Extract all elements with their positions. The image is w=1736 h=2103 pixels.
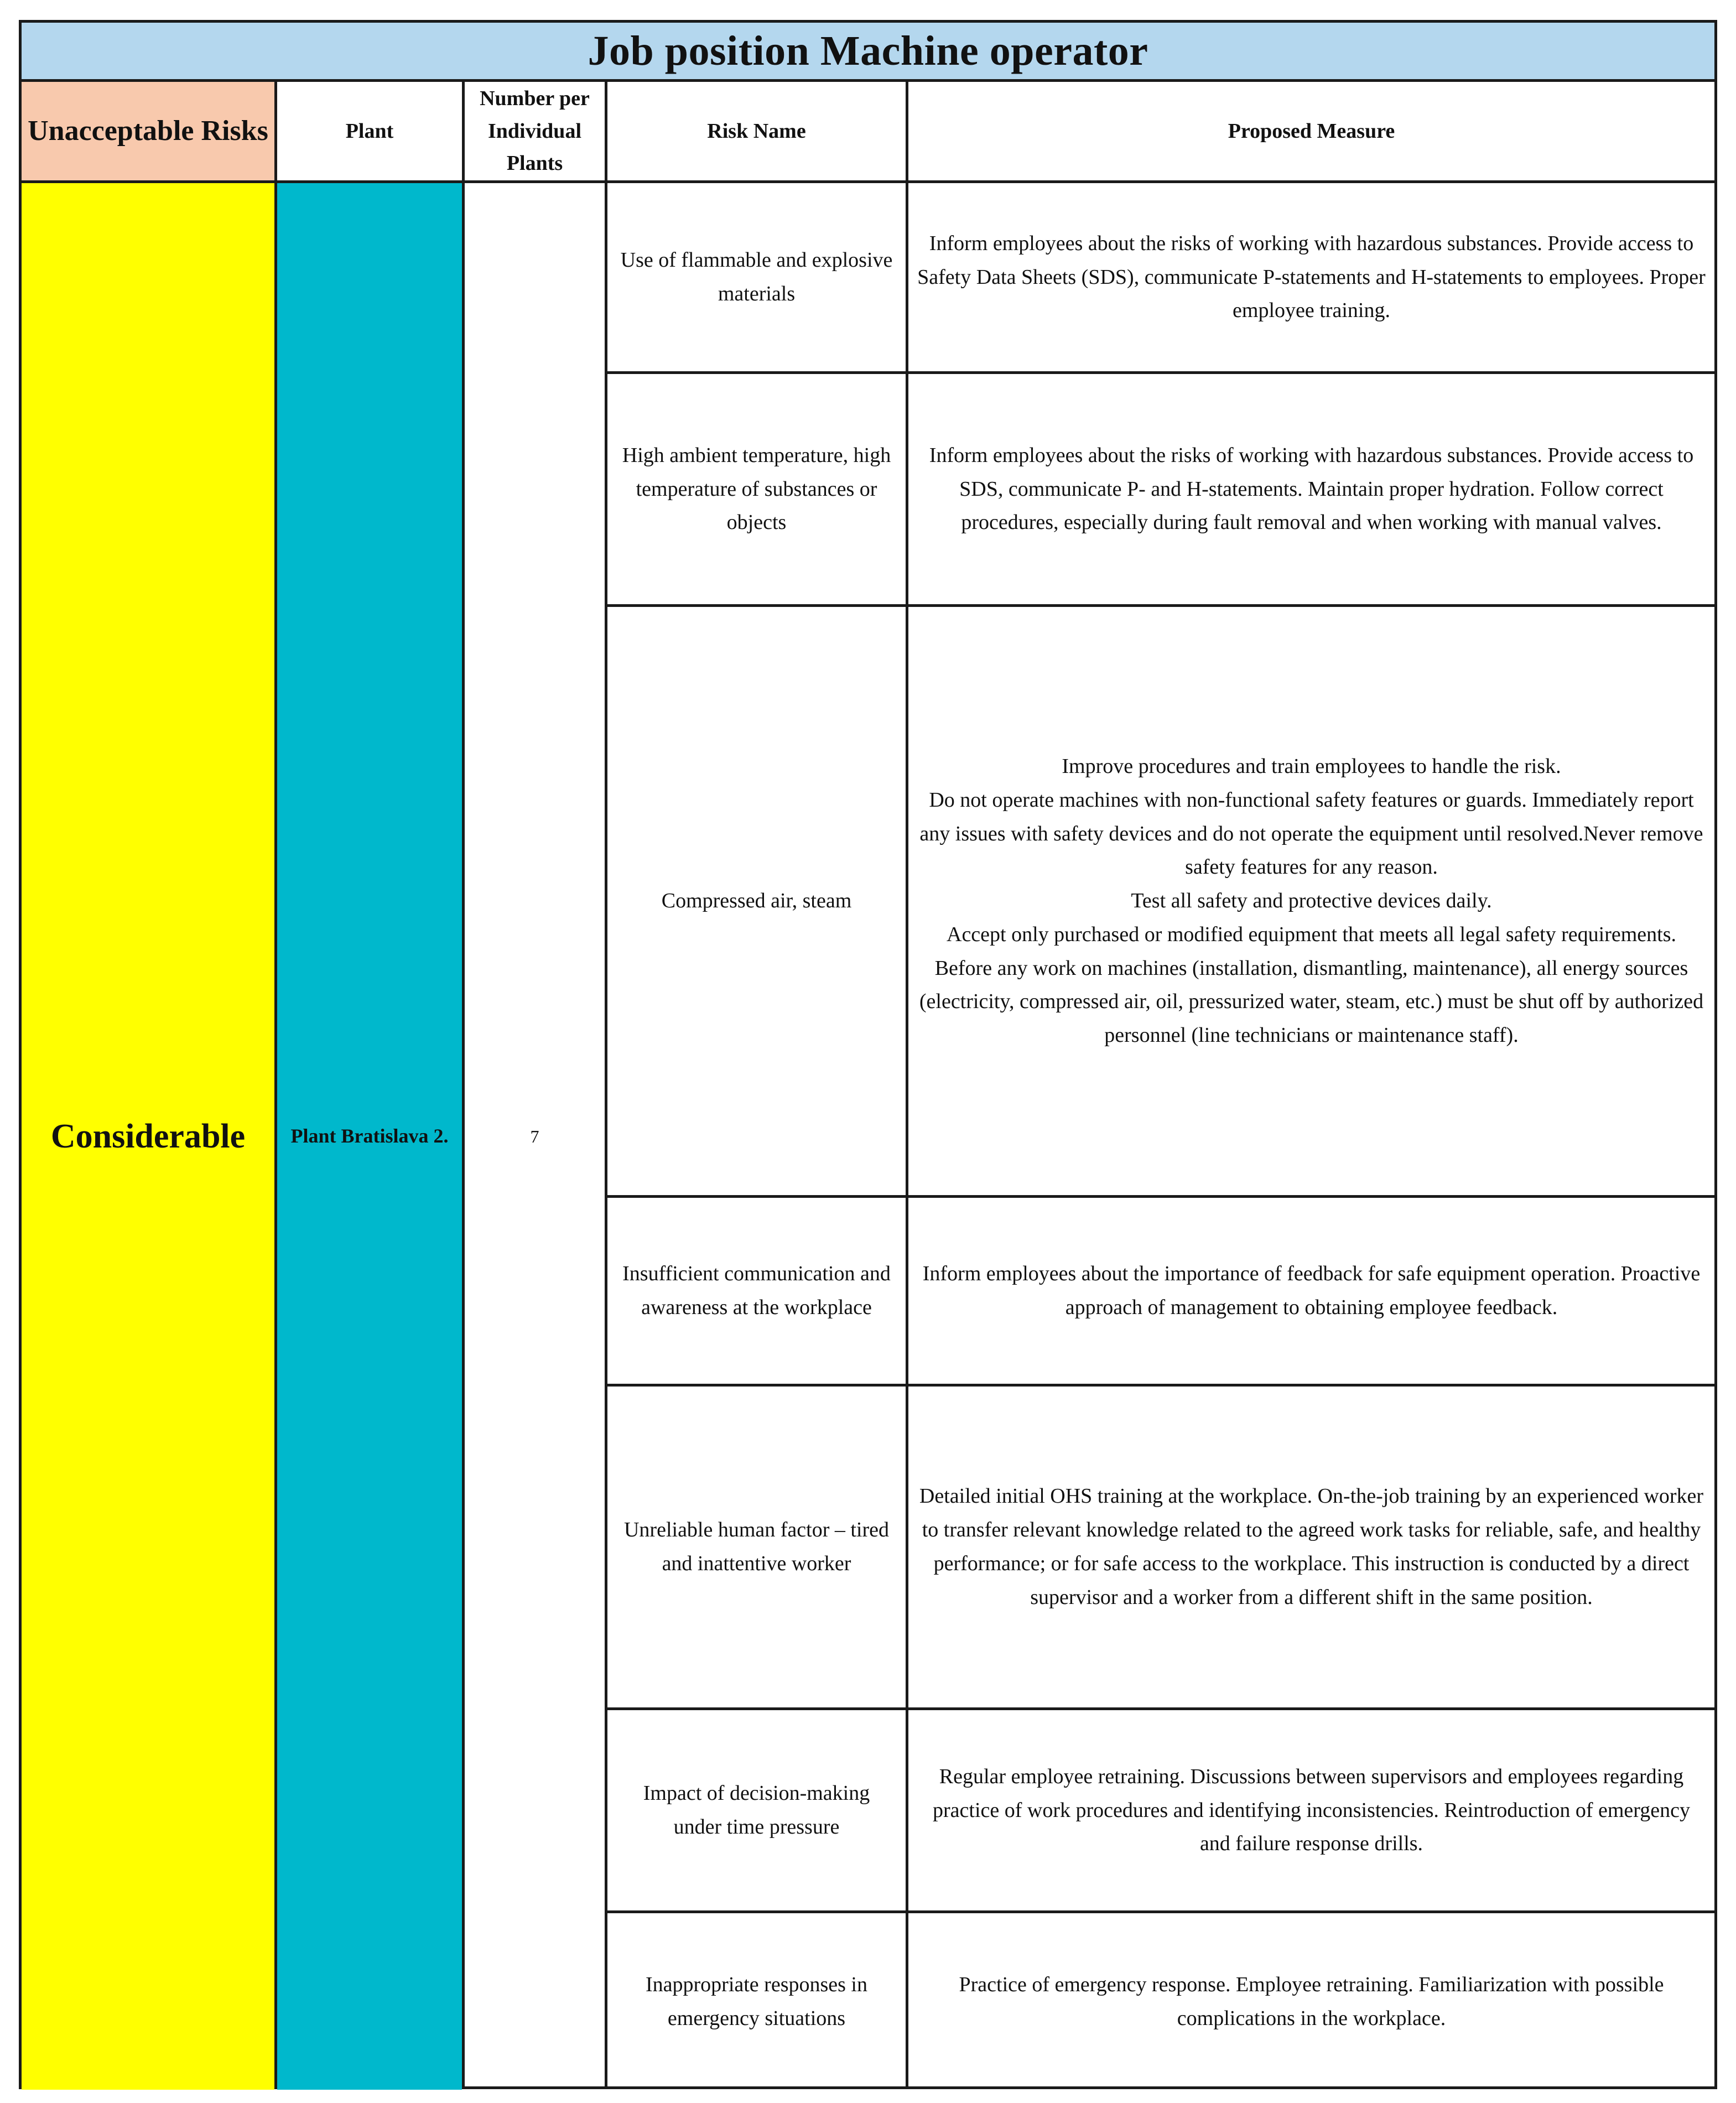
measure-cell: Detailed initial OHS training at the workplace. On-the-job training by an experienced worker to transfer relevant knowledge related to the agreed work tasks for reliable, safe, and healthy performance; or for safe access to the workplace. This instruction is conducted by a direct supervisor and a worker from a different shift in the same position. xyxy=(919,1484,1704,1609)
risk-name-cell: High ambient temperature, high temperature of substances or objects xyxy=(622,443,891,534)
column-divider xyxy=(605,82,607,2086)
column-divider xyxy=(906,82,908,2086)
column-divider xyxy=(274,82,277,2086)
row-divider xyxy=(607,1910,1714,1913)
risk-name-cell: Inappropriate responses in emergency situations xyxy=(646,1972,867,2030)
row-divider xyxy=(607,1384,1714,1387)
measure-cell: Practice of emergency response. Employee retraining. Familiarization with possible complications in the workplace. xyxy=(959,1972,1664,2030)
risk-level-considerable: Considerable xyxy=(22,183,274,2090)
row-divider xyxy=(607,371,1714,374)
measure-cell: Regular employee retraining. Discussions between supervisors and employees regarding practice of work procedures and identifying inconsistencies. Reintroduction of emergency and failure response drills. xyxy=(933,1764,1690,1856)
plant-number: 7 xyxy=(530,1126,539,1146)
risk-name-cell: Compressed air, steam xyxy=(661,889,852,913)
measure-cell: Inform employees about the importance of feedback for safe equipment operation. Proactive approach of management to obtaining employee feedback. xyxy=(922,1262,1701,1319)
risk-name-cell: Impact of decision-making under time pressure xyxy=(643,1782,870,1839)
header-risk-name: Risk Name xyxy=(707,119,806,143)
table-body xyxy=(22,82,1714,2086)
header-plant: Plant xyxy=(345,119,394,143)
risk-name-cell: Unreliable human factor – tired and inattentive worker xyxy=(623,1518,890,1575)
row-divider xyxy=(607,1707,1714,1710)
plant-name: Plant Bratislava 2. xyxy=(277,183,462,2090)
measure-cell: Improve procedures and train employees to handle the risk. Do not operate machines with non-functional safety features or guards. Immediately report any issues with safety devices and do not operate the equipment until resolved.Never remove safety features for any reason. Test all safety and protective devices daily. Accept only purchased or modified equipment that meets all legal safety requirements. Before any work on machines (installation, dismantling, maintenance), all energy sources (electricity, compressed air, oil, pressurized water, steam, etc.) must be shut off by authorized personnel (line technicians or maintenance staff). xyxy=(919,754,1704,1047)
measure-cell: Inform employees about the risks of working with hazardous substances. Provide access to Safety Data Sheets (SDS), communicate P-statements and H-statements to employees. Proper employee training. xyxy=(917,231,1706,323)
measure-cell: Inform employees about the risks of working with hazardous substances. Provide access to SDS, communicate P- and H-statements. Maintain proper hydration. Follow correct procedures, especially during fault removal and when working with manual valves. xyxy=(929,443,1694,534)
column-divider xyxy=(462,82,465,2086)
header-proposed-measure: Proposed Measure xyxy=(1228,119,1395,143)
row-divider xyxy=(607,1195,1714,1198)
risk-name-cell: Insufficient communication and awareness at the workplace xyxy=(622,1262,891,1319)
risk-table xyxy=(19,20,1717,2089)
risk-name-cell: Use of flammable and explosive materials xyxy=(620,248,893,305)
header-unacceptable-risks: Unacceptable Risks xyxy=(22,82,274,180)
page-title: Job position Machine operator xyxy=(22,23,1714,82)
header-number-per-plants: Number per Individual Plants xyxy=(480,86,590,175)
row-divider xyxy=(607,604,1714,607)
